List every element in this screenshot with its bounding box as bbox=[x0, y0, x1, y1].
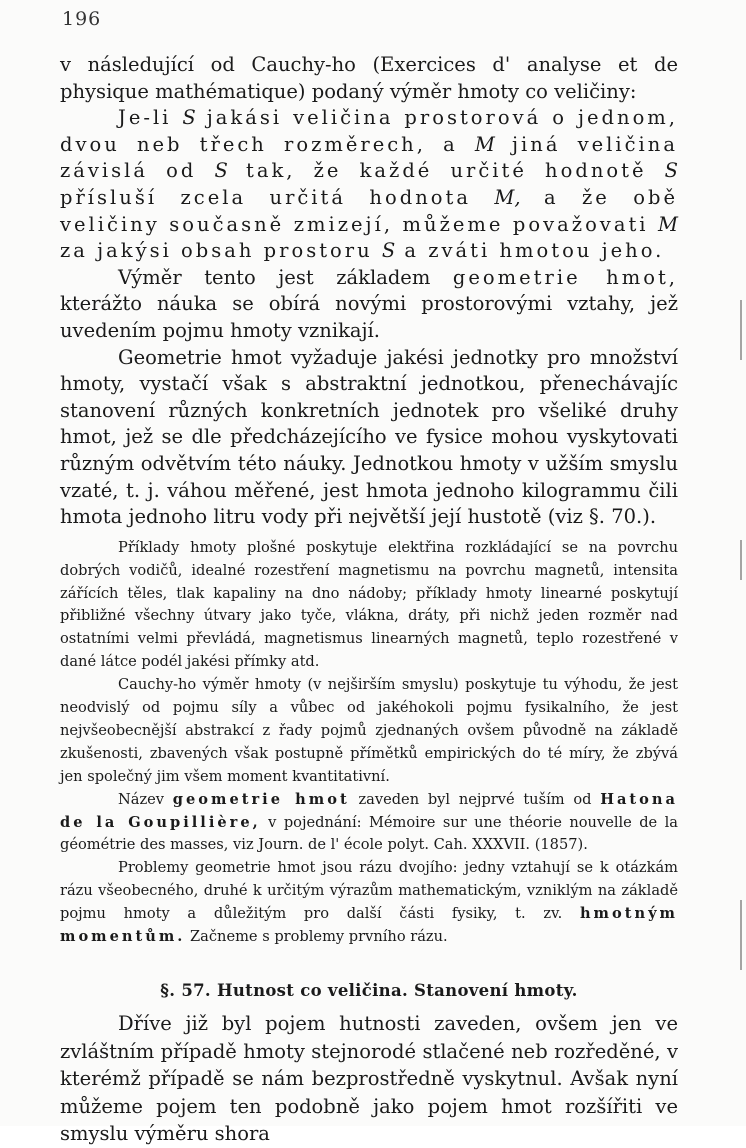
symbol-M: M, bbox=[494, 185, 521, 209]
text-run: Začneme s problemy prvního rázu. bbox=[185, 928, 448, 946]
term: geometrie hmot, bbox=[452, 265, 678, 289]
section-heading: §. 57. Hutnost co veličina. Stanovení hmoty. bbox=[160, 981, 578, 1000]
text-run: tak, že každé určité hodnotě bbox=[227, 159, 665, 183]
symbol-S: S bbox=[664, 159, 678, 183]
text-run: za jakýsi obsah prostoru bbox=[60, 239, 382, 263]
symbol-S: S bbox=[381, 239, 396, 263]
definition-paragraph bbox=[60, 105, 678, 265]
paragraph: v následující od Cauchy-ho (Exercices d' analyse et de physique mathématique) podaný výměr hmoty co veličiny: bbox=[60, 53, 678, 103]
text-run: Výměr tento jest základem bbox=[118, 265, 453, 289]
term: hmotným momentům. bbox=[60, 905, 678, 946]
symbol-S: S bbox=[182, 106, 196, 130]
text-run: v pojednání: Mémoire sur une théorie nouvelle de la géométrie des masses, viz Journ. de l' école polyt. Cah. XXXVII. (1857). bbox=[60, 813, 678, 854]
term: geometrie hmot bbox=[172, 790, 350, 808]
page-edge-mark bbox=[740, 900, 742, 970]
text-run: zaveden byl nejprvé tuším od bbox=[349, 790, 601, 808]
notes-block bbox=[60, 537, 678, 949]
page-number: 196 bbox=[62, 8, 102, 30]
text-run: kterážto náuka se obírá novými prostorovými vztahy, jež uvedením pojmu hmoty vznikají. bbox=[60, 292, 678, 342]
paragraph: Geometrie hmot vyžaduje jakési jednotky pro množství hmoty, vystačí však s abstraktní jednotkou, přenechávajíc stanovení různých konkretních jednotek pro všeliké druhy hmot, jež se dle předcházejícího ve fysice mohou vyskytovati různým odvětvím této náuky. Jednotkou hmoty v užším smyslu vzaté, t. j. váhou měřené, jest hmota jednoho kilogrammu čili hmota jednoho litru vody při největší její hustotě (viz §. 70.). bbox=[60, 345, 678, 529]
text-run: Název bbox=[118, 790, 173, 808]
text-run: a že obě veličiny současně zmizejí, můžeme považovati bbox=[60, 185, 678, 236]
text-run: Je-li bbox=[118, 106, 183, 130]
section-body bbox=[60, 1010, 678, 1148]
text-run: přísluší zcela určitá hodnota bbox=[60, 185, 495, 209]
paragraph bbox=[60, 265, 678, 345]
page-text bbox=[60, 52, 678, 1148]
page-edge-mark bbox=[740, 300, 742, 360]
paragraph: Dříve již byl pojem hutnosti zaveden, ovšem jen ve zvláštním případě hmoty stejnorodé stlačené neb rozředěné, v kterémž případě se nám bezprostředně vyskytnul. Avšak nyní můžeme pojem ten podobně jako pojem hmot rozšířiti ve smyslu výměru shora bbox=[60, 1012, 678, 1145]
author-name: Hatona de la Goupillière, bbox=[60, 790, 678, 831]
note-paragraph bbox=[60, 857, 678, 949]
text-run: jiná veličina závislá od bbox=[60, 132, 678, 183]
symbol-S: S bbox=[214, 159, 228, 183]
symbol-M: M bbox=[474, 132, 495, 156]
text-run: jakási veličina prostorová o jednom, dvou neb třech rozměrech, a bbox=[60, 106, 678, 156]
note-paragraph: Cauchy-ho výměr hmoty (v nejširším smyslu) poskytuje tu výhodu, že jest neodvislý od pojmu síly a vůbec od jakéhokoli pojmu fysikalního, že jest nejvšeobecnější abstrakcí z řady pojmů zjednaných ovšem původně na základě zkušenosti, zbavených však postupně přímětků empirických do té míry, že zbývá jen společný jim všem moment kvantitativní. bbox=[60, 676, 678, 785]
page-edge-mark bbox=[740, 540, 742, 580]
main-text bbox=[60, 52, 678, 531]
symbol-M: M bbox=[658, 212, 678, 236]
text-run: a zváti hmotou jeho. bbox=[395, 239, 665, 263]
note-paragraph: Příklady hmoty plošné poskytuje elektřina rozkládající se na povrchu dobrých vodičů, idealné rozestření magnetismu na povrchu magnetů, intensita zářících těles, tlak kapaliny na dno nádoby; příklady hmoty linearné poskytují přibližné všechny útvary jako tyče, vlákna, dráty, při nichž jeden rozměr nad ostatními velmi převládá, magnetismus linearných magnetů, teplo rozestřené v dané látce podél jakési přímky atd. bbox=[60, 538, 678, 671]
text-run: Problemy geometrie hmot jsou rázu dvojího: jedny vztahují se k otázkám rázu všeobecného, druhé k určitým výrazům mathematickým, vzniklým na základě pojmu hmoty a důležitým pro další části fysiky, t. zv. bbox=[60, 859, 678, 923]
note-paragraph bbox=[60, 789, 678, 858]
